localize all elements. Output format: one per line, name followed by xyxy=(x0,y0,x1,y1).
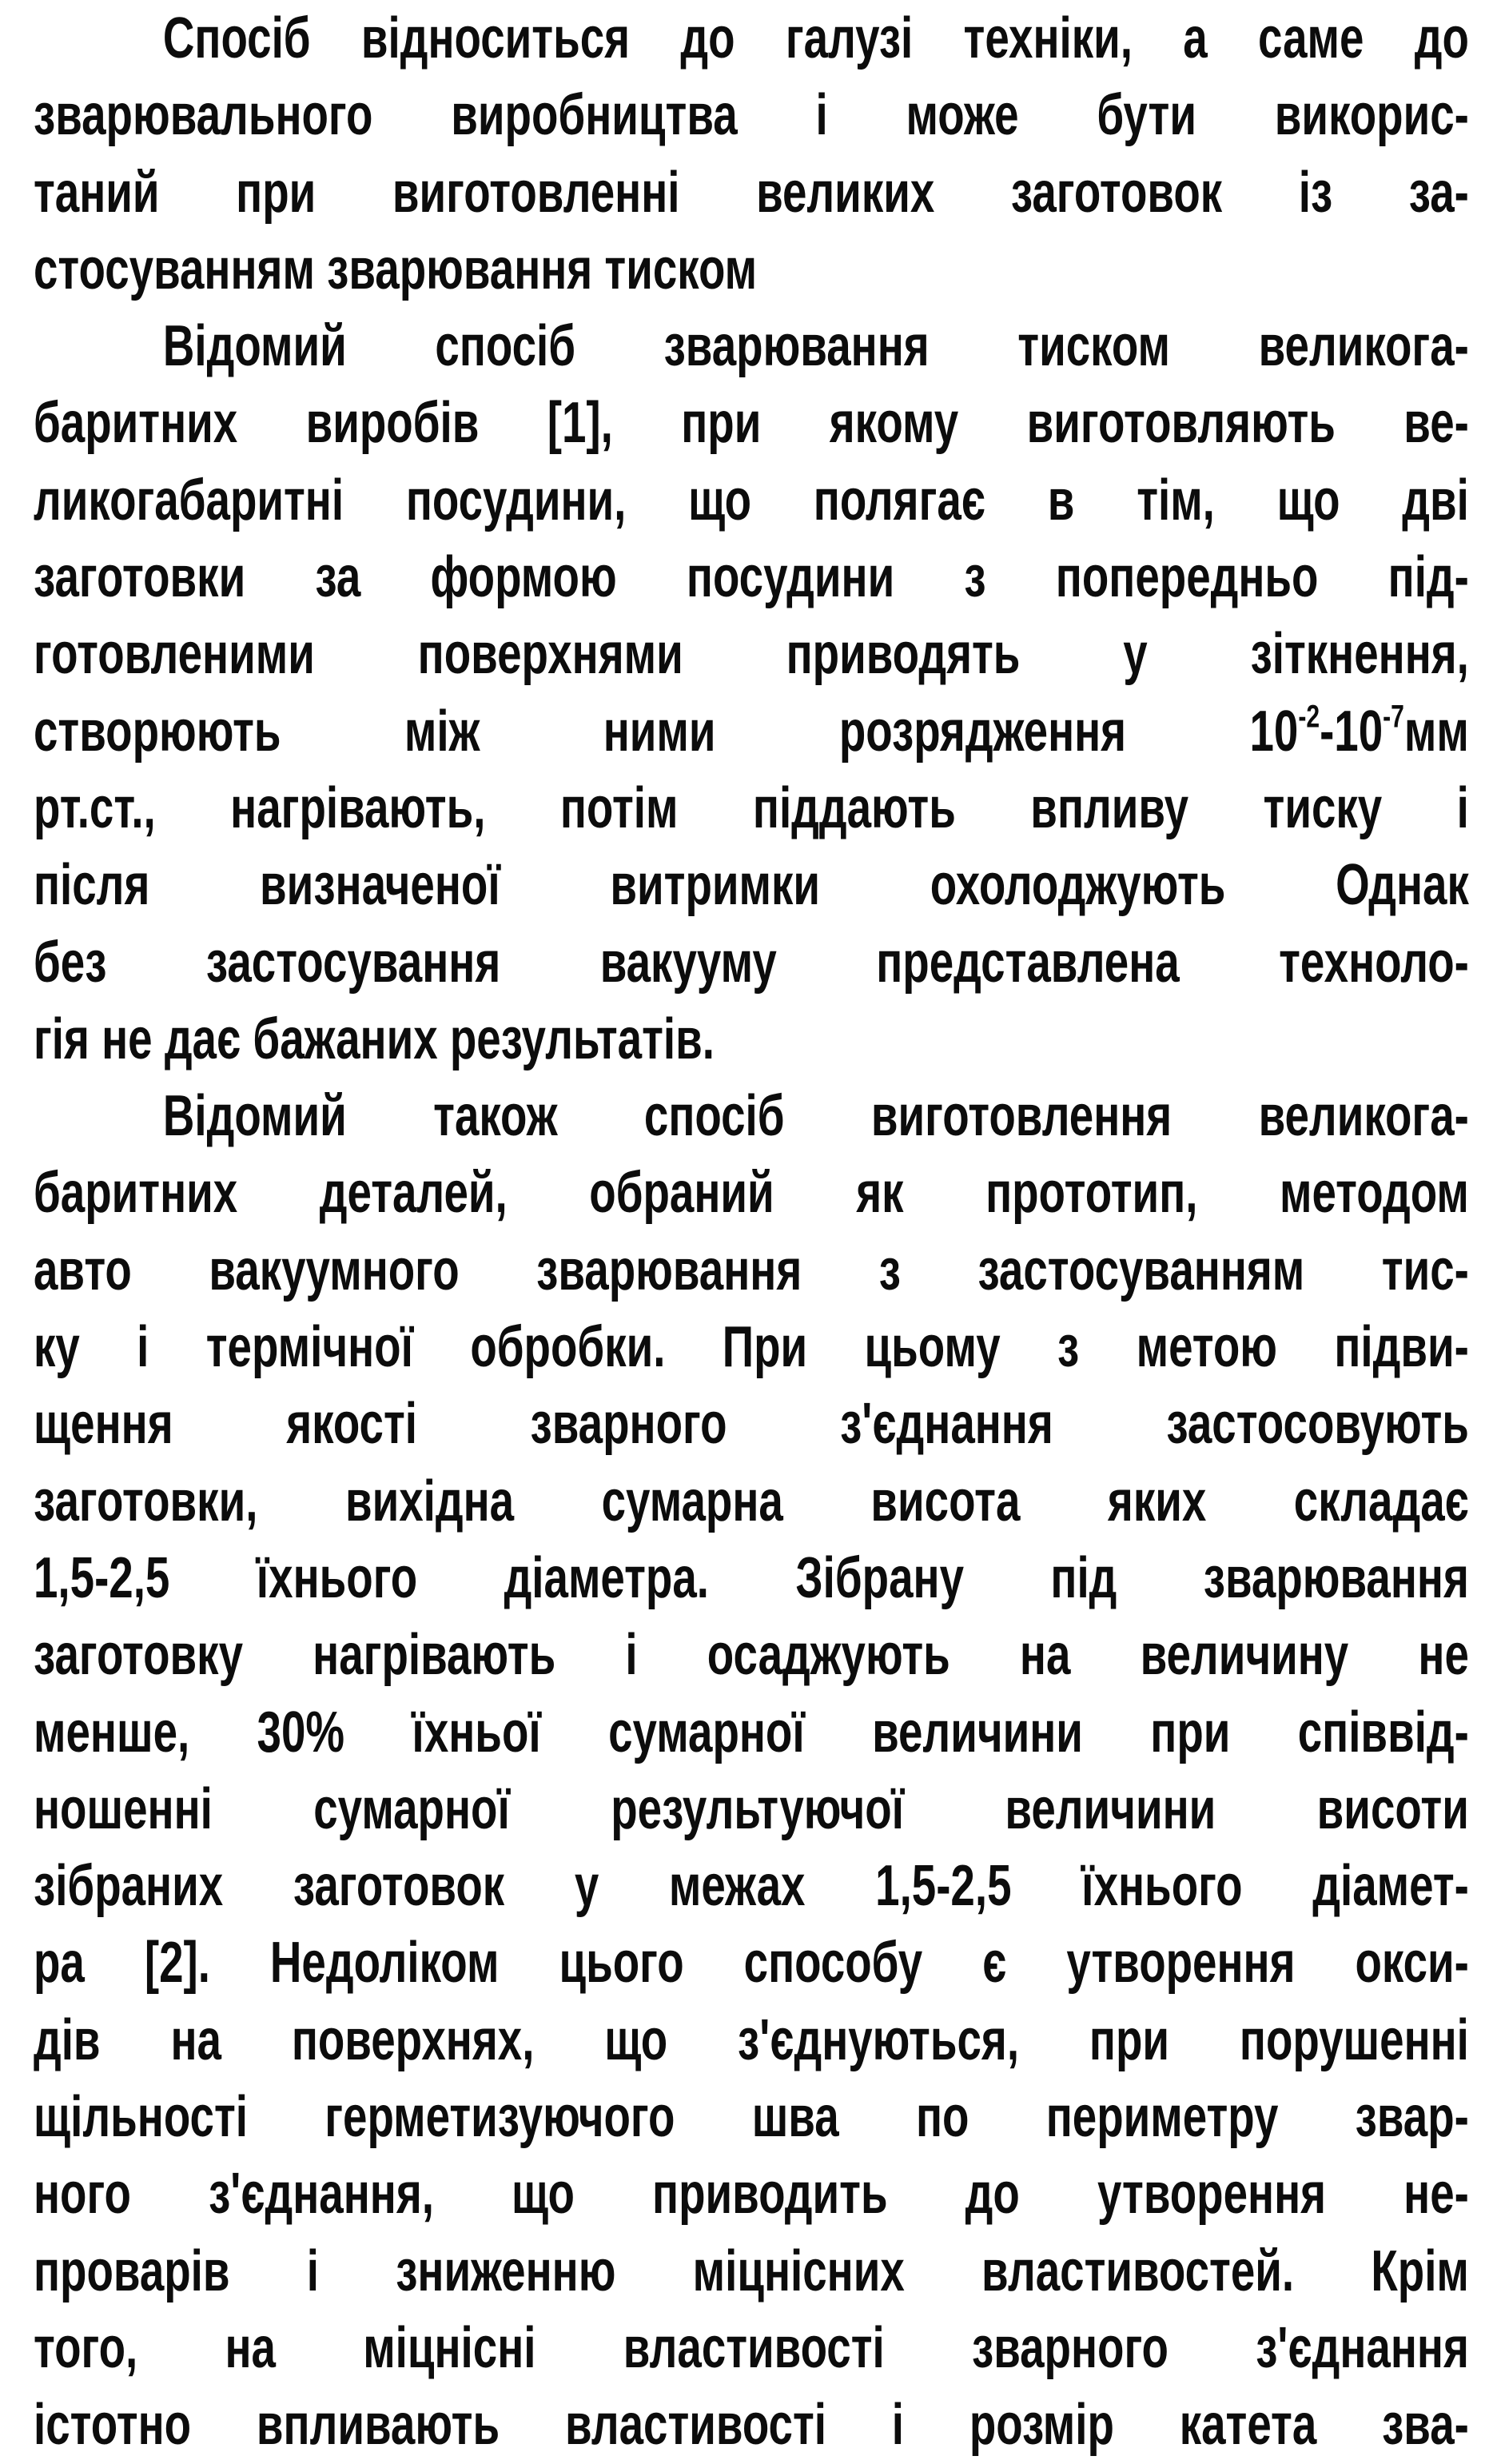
text-line: заготовки, вихідна сумарна висота яких складає xyxy=(34,1469,1469,1533)
text-line: без застосування вакууму представлена техноло- xyxy=(34,930,1469,995)
text-line: авто вакуумного зварювання з застосуванням тис- xyxy=(34,1238,1469,1302)
text-line: зварювального виробництва і може бути викорис- xyxy=(34,83,1469,148)
text-line: баритних виробів [1], при якому виготовляють ве- xyxy=(34,391,1469,456)
text-line: гія не дає бажаних результатів. xyxy=(34,1007,715,1071)
text-line: щення якості зварного з'єднання застосовують xyxy=(34,1392,1469,1457)
document-body xyxy=(34,0,1469,2464)
text-line: Відомий також спосіб виготовлення великога- xyxy=(162,1084,1469,1149)
text-line: істотно впливають властивості і розмір катета зва- xyxy=(34,2393,1469,2458)
text-line: таний при виготовленні великих заготовок із за- xyxy=(34,160,1469,225)
text-line: зібраних заготовок у межах 1,5-2,5 їхнього діамет- xyxy=(34,1854,1469,1919)
text-line: заготовку нагрівають і осаджують на величину не xyxy=(34,1623,1469,1688)
text-segment: створюють між ними розрядження 10 xyxy=(34,699,1299,764)
text-line: ку і термічної обробки. При цьому з метою підви- xyxy=(34,1315,1469,1380)
text-line: ра [2]. Недоліком цього способу є утворення окси- xyxy=(34,1931,1469,1996)
text-segment: мм xyxy=(1403,699,1469,764)
text-line: заготовки за формою посудини з попередньо під- xyxy=(34,545,1469,610)
text-line: щільності герметизуючого шва по периметру звар- xyxy=(34,2085,1469,2150)
superscript: -2 xyxy=(1298,698,1320,734)
text-line: 1,5-2,5 їхнього діаметра. Зібрану під зварювання xyxy=(34,1545,1469,1610)
text-line: дів на поверхнях, що з'єднуються, при порушенні xyxy=(34,2007,1469,2072)
text-line: Спосіб відноситься до галузі техніки, а саме до xyxy=(162,6,1469,70)
superscript: -7 xyxy=(1383,698,1404,734)
text-line-with-superscripts xyxy=(34,693,1469,770)
text-line: ного з'єднання, що приводить до утворення не- xyxy=(34,2162,1469,2227)
text-line: того, на міцнісні властивості зварного з'єднання xyxy=(34,2315,1469,2380)
text-line: баритних деталей, обраний як прототип, методом xyxy=(34,1161,1469,1226)
text-segment: -10 xyxy=(1320,699,1384,764)
text-line: після визначеної витримки охолоджують Однак xyxy=(34,853,1469,918)
text-line: готовленими поверхнями приводять у зіткнення, xyxy=(34,622,1469,687)
text-line: проварів і зниженню міцнісних властивостей. Крім xyxy=(34,2239,1469,2303)
text-line: Відомий спосіб зварювання тиском великога- xyxy=(162,314,1469,379)
text-line: менше, 30% їхньої сумарної величини при співвід- xyxy=(34,1700,1469,1764)
text-line: ношенні сумарної результуючої величини висоти xyxy=(34,1776,1469,1841)
text-line: стосуванням зварювання тиском xyxy=(34,237,758,301)
text-line: ликогабаритні посудини, що полягає в тім, що дві xyxy=(34,468,1469,532)
text-line: рт.ст., нагрівають, потім піддають впливу тиску і xyxy=(34,775,1469,840)
